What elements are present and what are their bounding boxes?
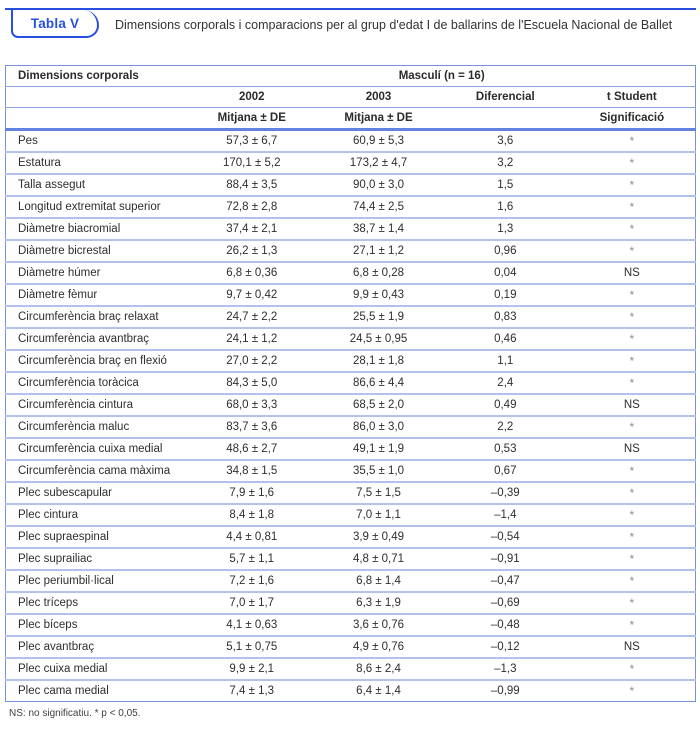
cell-significacio: NS	[569, 394, 696, 416]
col-header-dimensions: Dimensions corporals	[6, 66, 189, 87]
row-label: Talla assegut	[6, 174, 189, 196]
cell-significacio: *	[569, 284, 696, 306]
table-row	[6, 460, 696, 482]
header-row-years	[6, 87, 696, 108]
row-label: Plec cintura	[6, 504, 189, 526]
cell-diferencial: –0,48	[442, 614, 569, 636]
col-header-t-student: t Student	[569, 87, 696, 108]
col-header-2002: 2002	[188, 87, 315, 108]
table-row	[6, 548, 696, 570]
header-row-subheads	[6, 108, 696, 130]
cell-2003: 86,0 ± 3,0	[315, 416, 442, 438]
row-label: Diàmetre fèmur	[6, 284, 189, 306]
cell-significacio: *	[569, 130, 696, 153]
cell-significacio: *	[569, 372, 696, 394]
row-label: Plec supraespinal	[6, 526, 189, 548]
cell-significacio: *	[569, 218, 696, 240]
cell-significacio: *	[569, 240, 696, 262]
cell-2002: 57,3 ± 6,7	[188, 130, 315, 153]
table-row	[6, 262, 696, 284]
cell-2002: 5,7 ± 1,1	[188, 548, 315, 570]
row-label: Plec periumbil·lical	[6, 570, 189, 592]
row-label: Plec suprailiac	[6, 548, 189, 570]
table-row	[6, 130, 696, 153]
cell-2003: 6,8 ± 1,4	[315, 570, 442, 592]
cell-2003: 8,6 ± 2,4	[315, 658, 442, 680]
cell-significacio: *	[569, 196, 696, 218]
row-label: Plec avantbraç	[6, 636, 189, 658]
row-label: Circumferència cintura	[6, 394, 189, 416]
table-row	[6, 328, 696, 350]
cell-2003: 3,6 ± 0,76	[315, 614, 442, 636]
cell-2002: 7,2 ± 1,6	[188, 570, 315, 592]
cell-2002: 88,4 ± 3,5	[188, 174, 315, 196]
cell-significacio: *	[569, 152, 696, 174]
cell-significacio: *	[569, 614, 696, 636]
cell-diferencial: 1,5	[442, 174, 569, 196]
cell-2002: 24,1 ± 1,2	[188, 328, 315, 350]
cell-2002: 5,1 ± 0,75	[188, 636, 315, 658]
table-row	[6, 614, 696, 636]
cell-significacio: *	[569, 504, 696, 526]
row-label: Plec cama medial	[18, 685, 109, 697]
row-label: Diàmetre húmer	[6, 262, 189, 284]
cell-2002: 37,4 ± 2,1	[188, 218, 315, 240]
table-row	[6, 240, 696, 262]
cell-significacio: *	[569, 306, 696, 328]
page	[0, 8, 700, 736]
cell-2003: 7,0 ± 1,1	[315, 504, 442, 526]
subheader-mitjana-2003: Mitjana ± DE	[315, 108, 442, 130]
cell-significacio: NS	[569, 636, 696, 658]
cell-diferencial: –0,12	[442, 636, 569, 658]
cell-significacio: *	[569, 658, 696, 680]
cell-2002: 7,4 ± 1,3	[229, 685, 275, 697]
table-row	[6, 218, 696, 240]
cell-2003: 6,3 ± 1,9	[315, 592, 442, 614]
table-row	[6, 394, 696, 416]
table-row	[6, 350, 696, 372]
row-label: Plec tríceps	[6, 592, 189, 614]
cell-2003: 7,5 ± 1,5	[315, 482, 442, 504]
cell-diferencial: 2,4	[442, 372, 569, 394]
table-row	[6, 482, 696, 504]
cell-2002: 48,6 ± 2,7	[188, 438, 315, 460]
row-label: Circumferència cama màxima	[6, 460, 189, 482]
cell-2002: 9,9 ± 2,1	[188, 658, 315, 680]
table-title: Dimensions corporals i comparacions per al grup d'edat I de ballarins de l'Escuela Nacional de Ballet	[115, 18, 673, 32]
row-label: Circumferència maluc	[6, 416, 189, 438]
cell-diferencial: 1,6	[442, 196, 569, 218]
subheader-mitjana-2002: Mitjana ± DE	[188, 108, 315, 130]
cell-significacio: *	[569, 328, 696, 350]
cell-2003: 38,7 ± 1,4	[315, 218, 442, 240]
cell-diferencial: –0,99	[490, 685, 520, 697]
row-label: Diàmetre bicrestal	[6, 240, 189, 262]
row-label: Estatura	[6, 152, 189, 174]
cell-2002: 4,1 ± 0,63	[188, 614, 315, 636]
cell-significacio: *	[569, 350, 696, 372]
row-label: Longitud extremitat superior	[6, 196, 189, 218]
cell-2003: 6,8 ± 0,28	[315, 262, 442, 284]
cell-diferencial: 0,67	[442, 460, 569, 482]
cell-2003: 49,1 ± 1,9	[315, 438, 442, 460]
table-row	[6, 174, 696, 196]
table-body	[6, 130, 696, 702]
cell-diferencial: 0,53	[442, 438, 569, 460]
row-label: Plec bíceps	[6, 614, 189, 636]
cell-diferencial: –1,3	[442, 658, 569, 680]
cell-2002: 4,4 ± 0,81	[188, 526, 315, 548]
cell-2003: 4,9 ± 0,76	[315, 636, 442, 658]
header-spacer	[6, 108, 189, 130]
row-label: Plec cuixa medial	[6, 658, 189, 680]
table-row	[6, 372, 696, 394]
row-label: Circumferència avantbraç	[6, 328, 189, 350]
row-label: Diàmetre biacromial	[6, 218, 189, 240]
row-label: Circumferència braç en flexió	[6, 350, 189, 372]
cell-diferencial: –1,4	[442, 504, 569, 526]
cell-2003: 24,5 ± 0,95	[315, 328, 442, 350]
cell-diferencial: 0,46	[442, 328, 569, 350]
table-row	[6, 592, 696, 614]
group-header-masculi: Masculí (n = 16)	[188, 66, 695, 87]
cell-2002: 7,9 ± 1,6	[188, 482, 315, 504]
cell-diferencial: –0,47	[442, 570, 569, 592]
cell-2002: 34,8 ± 1,5	[188, 460, 315, 482]
table-row	[6, 658, 696, 680]
cell-2003: 9,9 ± 0,43	[315, 284, 442, 306]
row-label: Circumferència toràcica	[6, 372, 189, 394]
cell-diferencial: 1,1	[442, 350, 569, 372]
table-row	[6, 526, 696, 548]
cell-significacio: *	[629, 684, 635, 698]
table-number-tab	[11, 10, 99, 38]
cell-2002: 24,7 ± 2,2	[188, 306, 315, 328]
cell-significacio: *	[569, 592, 696, 614]
cell-2002: 72,8 ± 2,8	[188, 196, 315, 218]
cell-2002: 26,2 ± 1,3	[188, 240, 315, 262]
table-head	[6, 66, 696, 130]
table-row	[6, 570, 696, 592]
table-number-label: Tabla V	[30, 15, 80, 31]
cell-2003: 3,9 ± 0,49	[315, 526, 442, 548]
cell-diferencial: 1,3	[442, 218, 569, 240]
cell-diferencial: –0,39	[442, 482, 569, 504]
cell-diferencial: 2,2	[442, 416, 569, 438]
cell-2003: 74,4 ± 2,5	[315, 196, 442, 218]
cell-significacio: NS	[569, 262, 696, 284]
table-row	[6, 438, 696, 460]
table-row	[6, 284, 696, 306]
cell-2002: 27,0 ± 2,2	[188, 350, 315, 372]
table-row	[6, 152, 696, 174]
cell-2002: 7,0 ± 1,7	[188, 592, 315, 614]
row-label: Circumferència cuixa medial	[6, 438, 189, 460]
subheader-significacio: Significació	[569, 108, 696, 130]
cell-2003: 90,0 ± 3,0	[315, 174, 442, 196]
cell-significacio: *	[569, 416, 696, 438]
cell-2003: 6,4 ± 1,4	[356, 685, 401, 697]
row-label: Plec subescapular	[6, 482, 189, 504]
header-row-group	[6, 66, 696, 87]
col-header-2003: 2003	[315, 87, 442, 108]
dimensions-table	[5, 65, 696, 702]
cell-2003: 173,2 ± 4,7	[315, 152, 442, 174]
table-row	[6, 504, 696, 526]
table-row	[6, 416, 696, 438]
cell-diferencial: 0,96	[442, 240, 569, 262]
cell-significacio: *	[569, 482, 696, 504]
cell-significacio: *	[569, 460, 696, 482]
table-caption	[5, 8, 696, 38]
cell-2003: 86,6 ± 4,4	[315, 372, 442, 394]
cell-2002: 9,7 ± 0,42	[188, 284, 315, 306]
cell-diferencial: 0,04	[442, 262, 569, 284]
cell-2003: 35,5 ± 1,0	[315, 460, 442, 482]
cell-2003: 68,5 ± 2,0	[315, 394, 442, 416]
col-header-diferencial: Diferencial	[442, 87, 569, 108]
cell-diferencial: –0,54	[442, 526, 569, 548]
table-row	[6, 196, 696, 218]
cell-significacio: *	[569, 526, 696, 548]
cell-2002: 68,0 ± 3,3	[188, 394, 315, 416]
cell-2003: 60,9 ± 5,3	[315, 130, 442, 153]
cell-diferencial: 0,19	[442, 284, 569, 306]
row-label: Pes	[6, 130, 189, 153]
cell-diferencial: 0,83	[442, 306, 569, 328]
cell-2002: 84,3 ± 5,0	[188, 372, 315, 394]
cell-2003: 28,1 ± 1,8	[315, 350, 442, 372]
cell-significacio: NS	[569, 438, 696, 460]
cell-diferencial: 0,49	[442, 394, 569, 416]
cell-2002: 6,8 ± 0,36	[188, 262, 315, 284]
cell-2002: 8,4 ± 1,8	[188, 504, 315, 526]
row-label: Circumferència braç relaxat	[6, 306, 189, 328]
cell-diferencial: –0,69	[442, 592, 569, 614]
header-spacer	[442, 108, 569, 130]
table-row	[6, 680, 696, 702]
cell-2002: 170,1 ± 5,2	[188, 152, 315, 174]
cell-diferencial: 3,6	[442, 130, 569, 153]
table-row	[6, 306, 696, 328]
cell-diferencial: –0,91	[442, 548, 569, 570]
table-footnote: NS: no significatiu. * p < 0,05.	[9, 708, 141, 719]
cell-2003: 27,1 ± 1,2	[315, 240, 442, 262]
cell-significacio: *	[569, 570, 696, 592]
cell-significacio: *	[569, 174, 696, 196]
header-spacer	[6, 87, 189, 108]
cell-2002: 83,7 ± 3,6	[188, 416, 315, 438]
cell-2003: 4,8 ± 0,71	[315, 548, 442, 570]
table-row	[6, 636, 696, 658]
cell-2003: 25,5 ± 1,9	[315, 306, 442, 328]
cell-significacio: *	[569, 548, 696, 570]
cell-diferencial: 3,2	[442, 152, 569, 174]
